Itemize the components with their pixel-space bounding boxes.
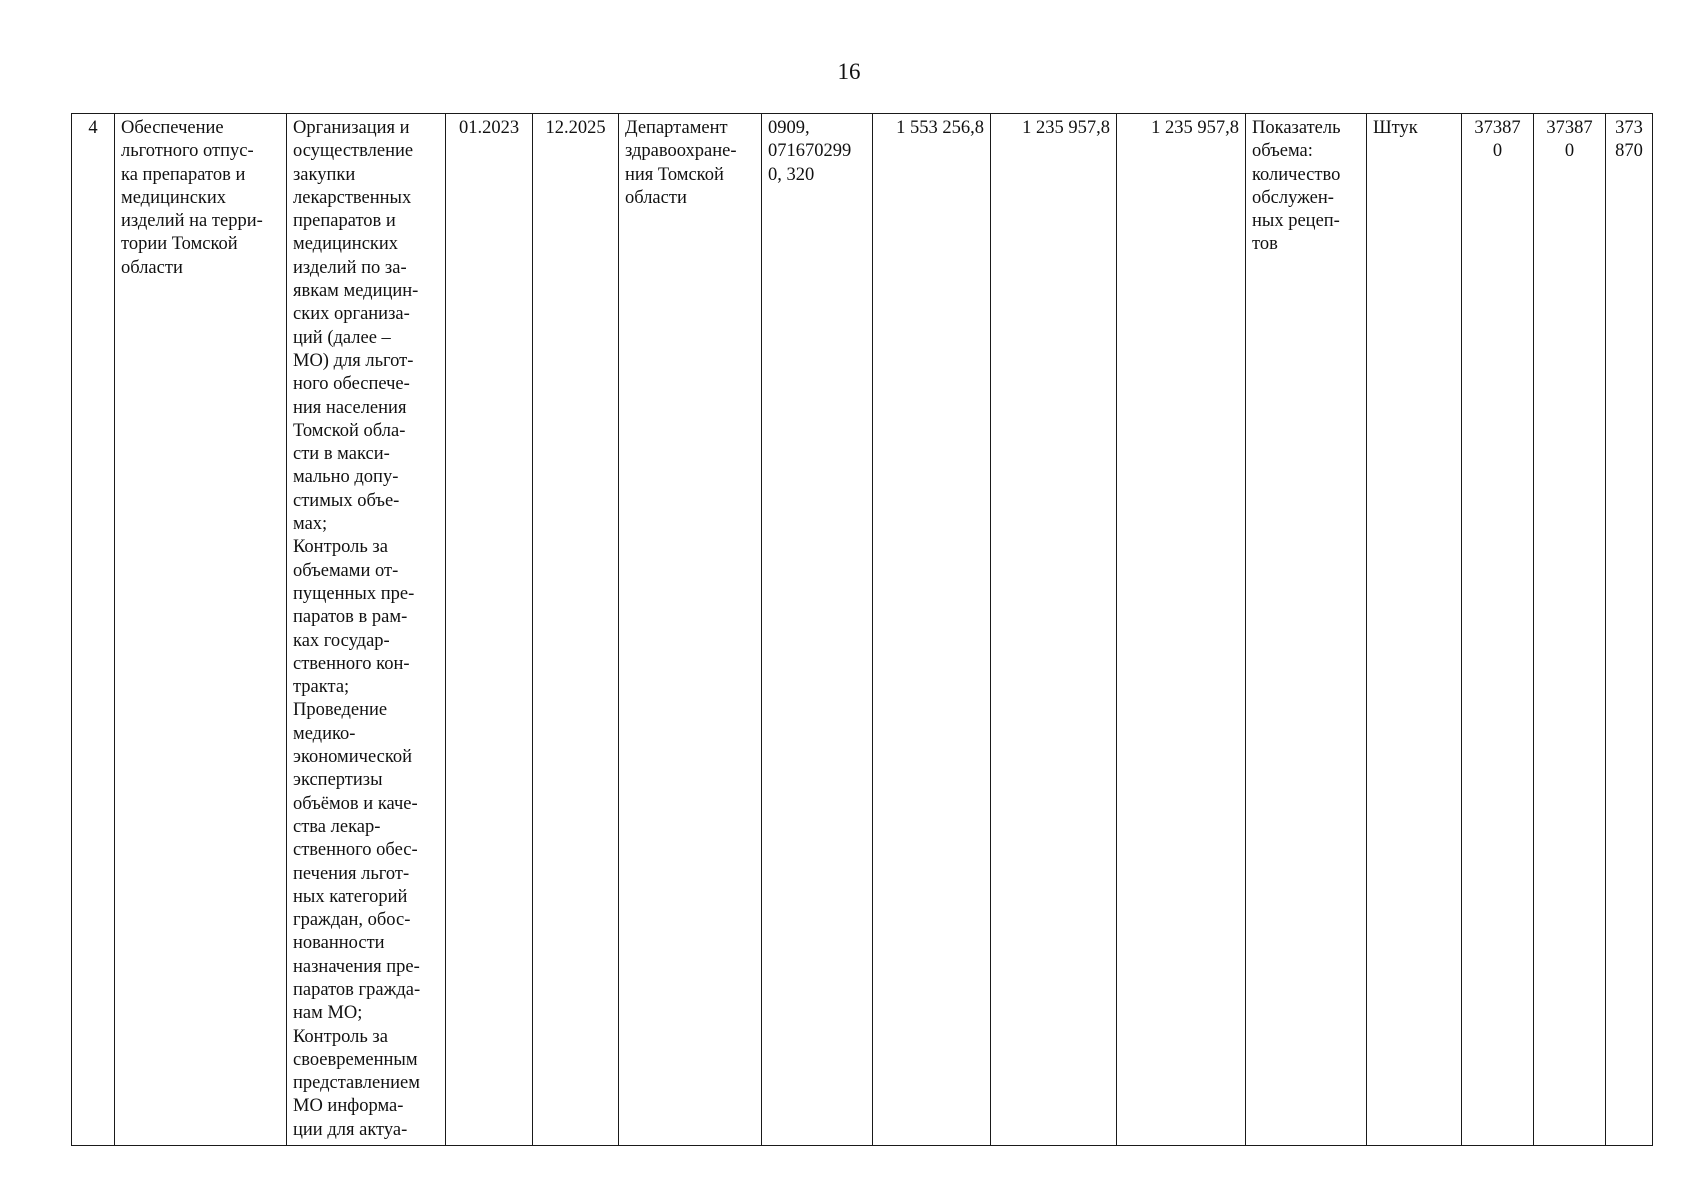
value-1-cell: 37387 0	[1462, 114, 1534, 1146]
amount-3-cell: 1 235 957,8	[1117, 114, 1246, 1146]
end-date-cell: 12.2025	[533, 114, 619, 1146]
program-table	[71, 113, 1653, 1146]
amount-2-cell: 1 235 957,8	[991, 114, 1117, 1146]
start-date-cell: 01.2023	[446, 114, 533, 1146]
indicator-cell: Показатель объема: количество обслужен- ных рецеп- тов	[1246, 114, 1367, 1146]
unit-cell: Штук	[1367, 114, 1462, 1146]
value-3-cell: 373 870	[1606, 114, 1653, 1146]
value-2-cell: 37387 0	[1534, 114, 1606, 1146]
budget-code-cell: 0909, 071670299 0, 320	[762, 114, 873, 1146]
page-number: 16	[837, 59, 861, 84]
table-row	[72, 114, 1653, 1146]
activities-cell: Организация и осуществление закупки лекарственных препаратов и медицинских изделий по за- явкам медицин- ских организа- ций (далее – МО) для льгот- ного обеспече- ния населения Томской обла- сти в макси- мально допу- стимых объе- мах; Контроль за объемами от- пущенных пре- паратов в рам- ках государ- ственного кон- тракта; Проведение медико- экономической экспертизы объёмов и каче- ства лекар- ственного обес- печения льгот- ных категорий граждан, обос- нованности назначения пре- паратов гражда- нам МО; Контроль за своевременным представлением МО информа- ции для актуа-	[287, 114, 446, 1146]
executor-cell: Департамент здравоохране- ния Томской области	[619, 114, 762, 1146]
row-number-cell: 4	[72, 114, 115, 1146]
task-cell: Обеспечение льготного отпус- ка препаратов и медицинских изделий на терри- тории Томской области	[115, 114, 287, 1146]
amount-1-cell: 1 553 256,8	[873, 114, 991, 1146]
